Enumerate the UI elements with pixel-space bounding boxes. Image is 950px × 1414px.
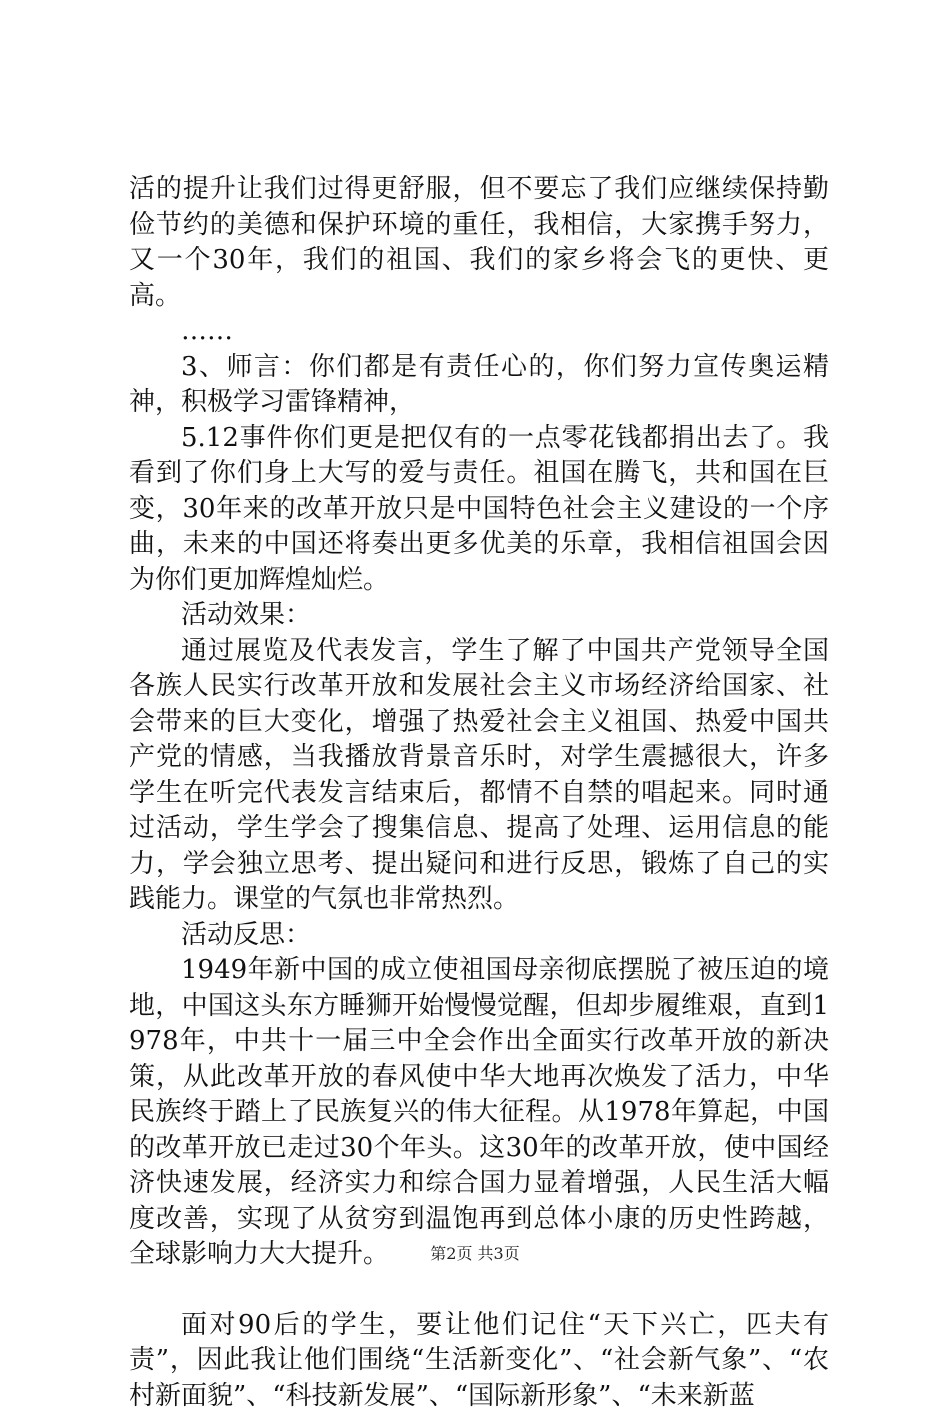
paragraph-teacher-remarks: 3、师言：你们都是有责任心的，你们努力宣传奥运精神，积极学习雷锋精神， (129, 350, 829, 421)
document-body (129, 172, 829, 1414)
paragraph-ellipsis: …… (129, 314, 829, 350)
paragraph-activity-effect: 通过展览及代表发言，学生了解了中国共产党领导全国各族人民实行改革开放和发展社会主义市场经济给国家、社会带来的巨大变化，增强了热爱社会主义祖国、热爱中国共产党的情感，当我播放背景音乐时，对学生震撼很大，许多学生在听完代表发言结束后，都情不自禁的唱起来。同时通过活动，学生学会了搜集信息、提高了处理、运用信息的能力，学会独立思考、提出疑问和进行反思，锻炼了自己的实践能力。课堂的气氛也非常热烈。 (129, 634, 829, 918)
heading-activity-effect: 活动效果： (129, 598, 829, 634)
paragraph-512-event: 5.12事件你们更是把仅有的一点零花钱都捐出去了。我看到了你们身上大写的爱与责任。祖国在腾飞，共和国在巨变，30年来的改革开放只是中国特色社会主义建设的一个序曲，未来的中国还将奏出更多优美的乐章，我相信祖国会因为你们更加辉煌灿烂。 (129, 421, 829, 599)
page-number-footer: 第2页 共3页 (0, 1244, 950, 1264)
paragraph-post90-students: 面对90后的学生，要让他们记住“天下兴亡，匹夫有责”，因此我让他们围绕“生活新变化”、“社会新气象”、“农村新面貌”、“科技新发展”、“国际新形象”、“未来新蓝 (129, 1308, 829, 1414)
paragraph-history-review: 1949年新中国的成立使祖国母亲彻底摆脱了被压迫的境地，中国这头东方睡狮开始慢慢觉醒，但却步履维艰，直到1978年，中共十一届三中全会作出全面实行改革开放的新决策，从此改革开放的春风使中华大地再次焕发了活力，中华民族终于踏上了民族复兴的伟大征程。从1978年算起，中国的改革开放已走过30个年头。这30年的改革开放，使中国经济快速发展，经济实力和综合国力显着增强，人民生活大幅度改善，实现了从贫穷到温饱再到总体小康的历史性跨越，全球影响力大大提升。 (129, 953, 829, 1273)
heading-activity-reflection: 活动反思： (129, 918, 829, 954)
paragraph-continuation: 活的提升让我们过得更舒服，但不要忘了我们应继续保持勤俭节约的美德和保护环境的重任，我相信，大家携手努力，又一个30年，我们的祖国、我们的家乡将会飞的更快、更高。 (129, 172, 829, 314)
